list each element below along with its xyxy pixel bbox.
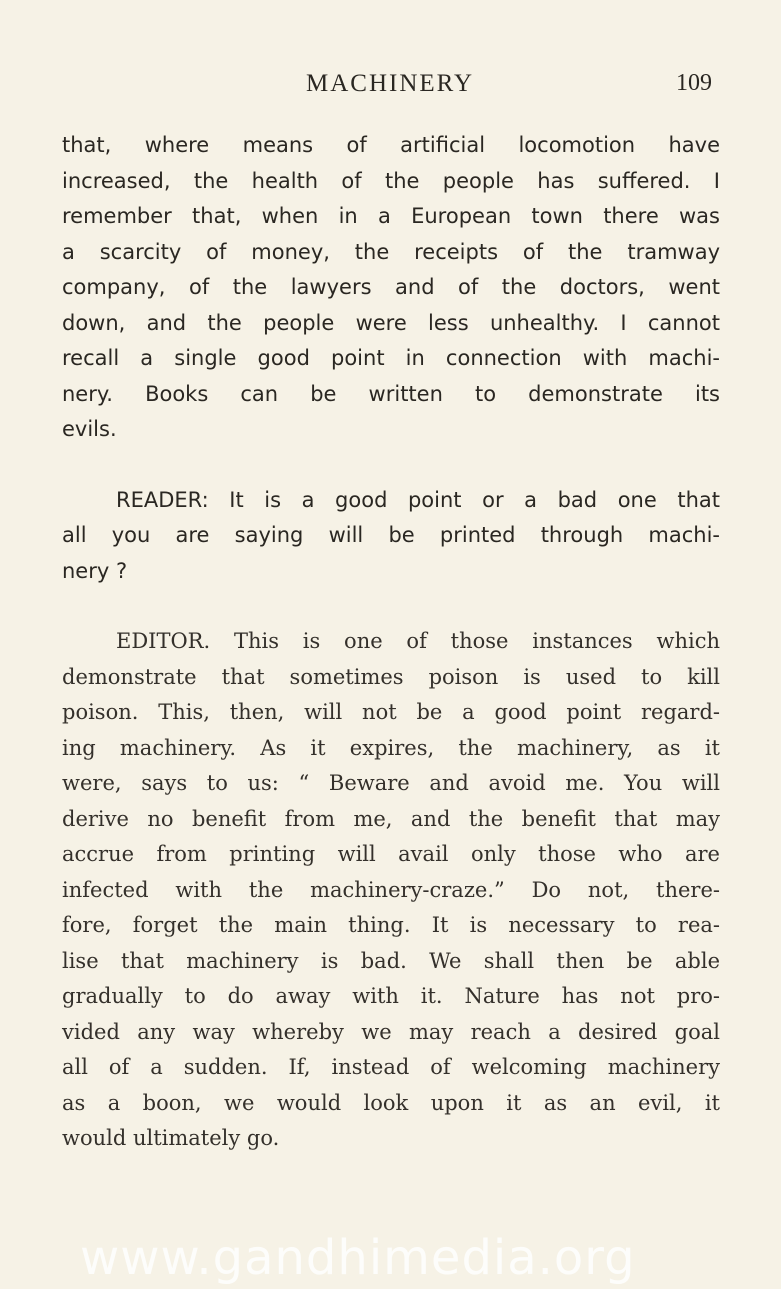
text-line: EDITOR. This is one of those instances which xyxy=(116,629,720,653)
text-line: READER: It is a good point or a bad one that xyxy=(116,487,720,512)
text-line: nery ? xyxy=(62,558,128,583)
paragraph-gap xyxy=(62,589,720,624)
text-line: as a boon, we would look upon it as an evil, it xyxy=(62,1090,720,1115)
text-line: ing machinery. As it expires, the machinery, as it xyxy=(62,735,720,760)
text-line: all you are saying will be printed through machi- xyxy=(62,523,720,547)
text-line: all of a sudden. If, instead of welcoming machinery xyxy=(62,1055,720,1079)
paragraph-editor xyxy=(62,624,720,1157)
text-line: fore, forget the main thing. It is necessary to rea- xyxy=(62,913,720,937)
text-line: infected with the machinery-craze.” Do not, there- xyxy=(62,877,720,902)
text-line: would ultimately go. xyxy=(62,1126,280,1150)
text-line: increased, the health of the people has suffered. I xyxy=(62,168,720,193)
running-title: MACHINERY xyxy=(305,70,474,97)
text-line: lise that machinery is bad. We shall then be able xyxy=(62,948,720,973)
text-line: down, and the people were less unhealthy. I cannot xyxy=(62,310,720,335)
text-line: were, says to us: “ Beware and avoid me. You will xyxy=(62,771,720,795)
paragraph-gap xyxy=(62,448,720,483)
text-line: poison. This, then, will not be a good point regard- xyxy=(62,700,720,724)
text-line: evils. xyxy=(62,417,117,441)
text-line: demonstrate that sometimes poison is used to kill xyxy=(62,664,720,689)
text-line: a scarcity of money, the receipts of the tramway xyxy=(62,239,720,264)
text-line: company, of the lawyers and of the doctors, went xyxy=(62,275,720,299)
text-line: nery. Books can be written to demonstrate its xyxy=(62,381,720,406)
body-text xyxy=(62,128,720,1157)
text-line: derive no benefit from me, and the benefit that may xyxy=(62,806,720,831)
text-line: recall a single good point in connection with machi- xyxy=(62,346,720,370)
watermark: www.gandhimedia.org xyxy=(80,1230,636,1286)
text-line: that, where means of artificial locomotion have xyxy=(62,133,720,157)
text-line: remember that, when in a European town there was xyxy=(62,204,720,228)
text-line: accrue from printing will avail only those who are xyxy=(62,842,720,866)
page-number: 109 xyxy=(676,70,712,96)
paragraph-machinery-evils xyxy=(62,128,720,448)
text-line: gradually to do away with it. Nature has not pro- xyxy=(62,984,720,1008)
text-line: vided any way whereby we may reach a desired goal xyxy=(62,1019,720,1044)
running-head xyxy=(60,70,720,104)
paragraph-reader xyxy=(62,483,720,590)
